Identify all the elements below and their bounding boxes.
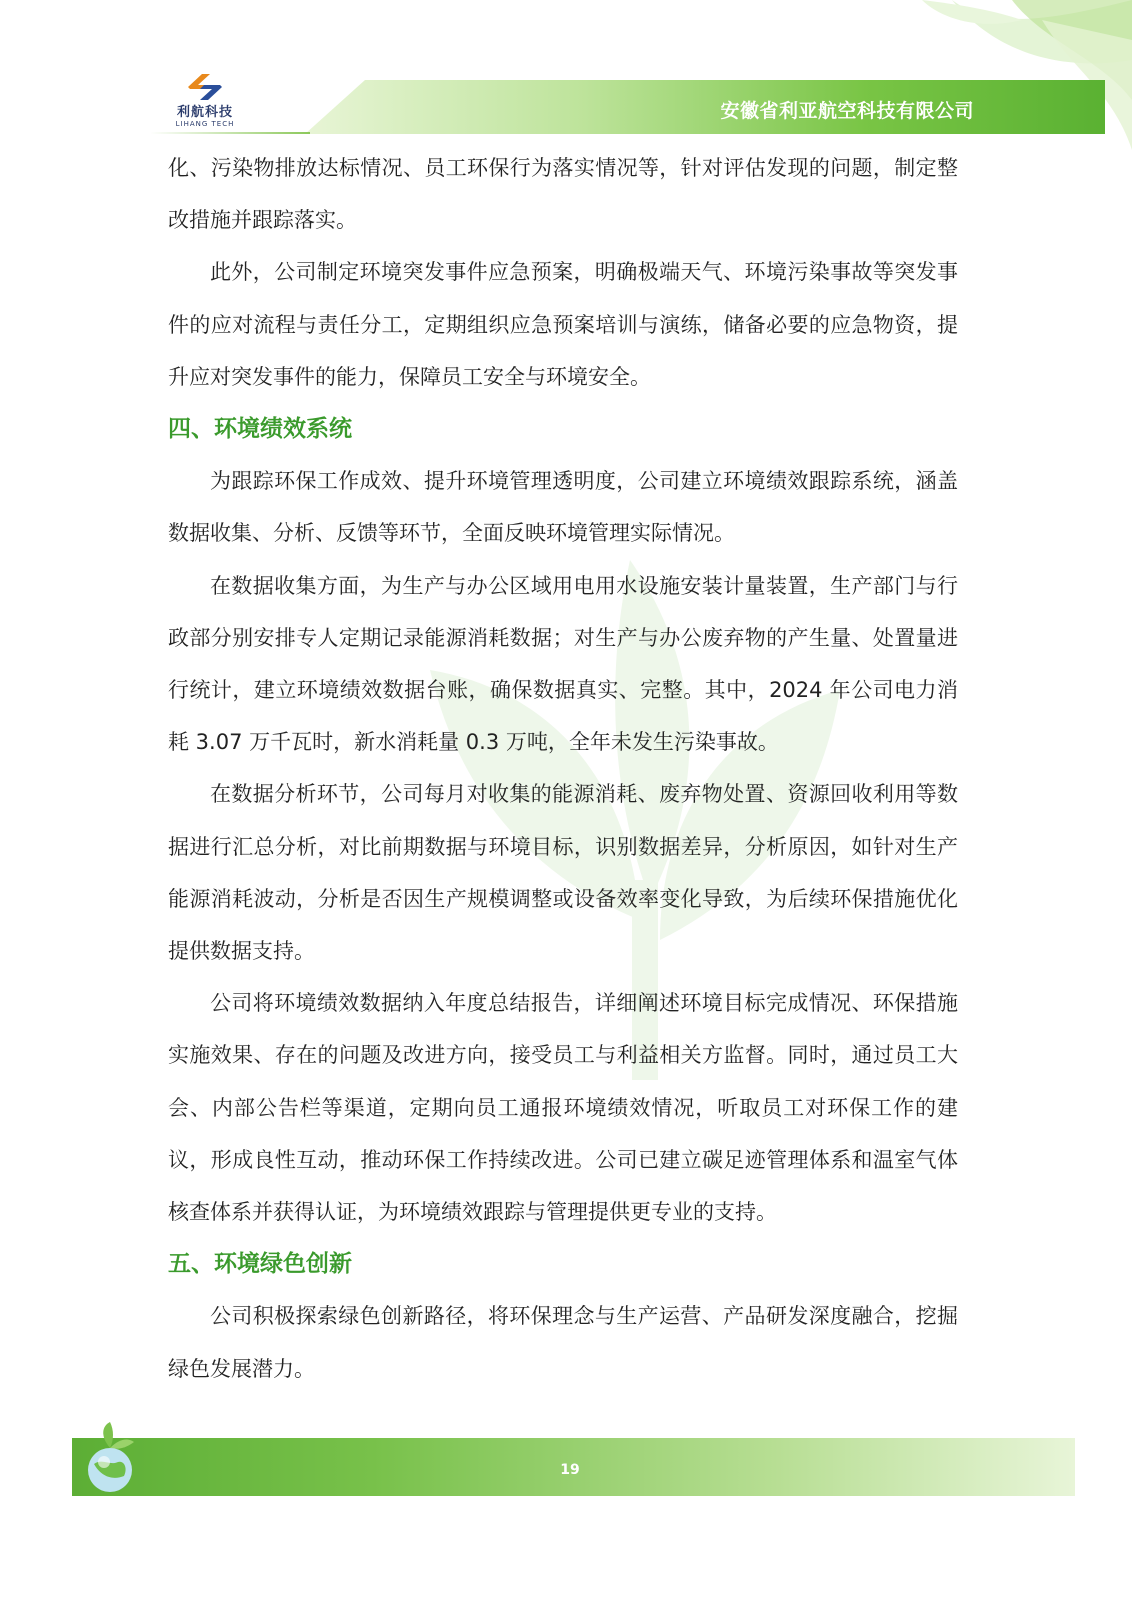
logo-text-en: LIHANG TECH	[175, 120, 235, 128]
section4-paragraph-3: 在数据分析环节，公司每月对收集的能源消耗、废弃物处置、资源回收利用等数据进行汇总分析，对比前期数据与环境目标，识别数据差异，分析原因，如针对生产能源消耗波动，分析是否因生产规模调整或设备效率变化导致，为后续环保措施优化提供数据支持。	[168, 782, 958, 964]
header-divider	[150, 132, 310, 134]
section4-paragraph-2: 在数据收集方面，为生产与办公区域用电用水设施安装计量装置，生产部门与行政部分别安排专人定期记录能源消耗数据；对生产与办公废弃物的产生量、处置量进行统计，建立环境绩效数据台账，确保数据真实、完整。其中，2024 年公司电力消耗 3.07 万千瓦时，新水消耗量 0.3 万吨，全年未发生污染事故。	[168, 573, 958, 755]
document-body	[168, 142, 958, 1395]
section5-paragraph-1: 公司积极探索绿色创新路径，将环保理念与生产运营、产品研发深度融合，挖掘绿色发展潜力。	[168, 1304, 958, 1381]
company-logo	[170, 70, 240, 132]
section4-paragraph-4: 公司将环境绩效数据纳入年度总结报告，详细阐述环境目标完成情况、环保措施实施效果、存在的问题及改进方向，接受员工与利益相关方监督。同时，通过员工大会、内部公告栏等渠道，定期向员工通报环境绩效情况，听取员工对环保工作的建议，形成良性互动，推动环保工作持续改进。公司已建立碳足迹管理体系和温室气体核查体系并获得认证，为环境绩效跟踪与管理提供更专业的支持。	[168, 991, 958, 1225]
section4-paragraph-1: 为跟踪环保工作成效、提升环境管理透明度，公司建立环境绩效跟踪系统，涵盖数据收集、分析、反馈等环节，全面反映环境管理实际情况。	[168, 469, 958, 546]
globe-sprout-icon	[80, 1418, 140, 1498]
section-heading-4: 四、环境绩效系统	[168, 416, 352, 443]
logo-mark-icon	[180, 70, 230, 104]
page-number: 19	[560, 1462, 580, 1478]
company-name: 安徽省利亚航空科技有限公司	[720, 100, 974, 122]
paragraph-1: 化、污染物排放达标情况、员工环保行为落实情况等，针对评估发现的问题，制定整改措施并跟踪落实。	[168, 156, 958, 233]
header-band	[305, 80, 1105, 134]
paragraph-2: 此外，公司制定环境突发事件应急预案，明确极端天气、环境污染事故等突发事件的应对流程与责任分工，定期组织应急预案培训与演练，储备必要的应急物资，提升应对突发事件的能力，保障员工安全与环境安全。	[168, 260, 958, 389]
logo-text-cn: 利航科技	[176, 105, 233, 120]
section-heading-5: 五、环境绿色创新	[168, 1251, 352, 1278]
